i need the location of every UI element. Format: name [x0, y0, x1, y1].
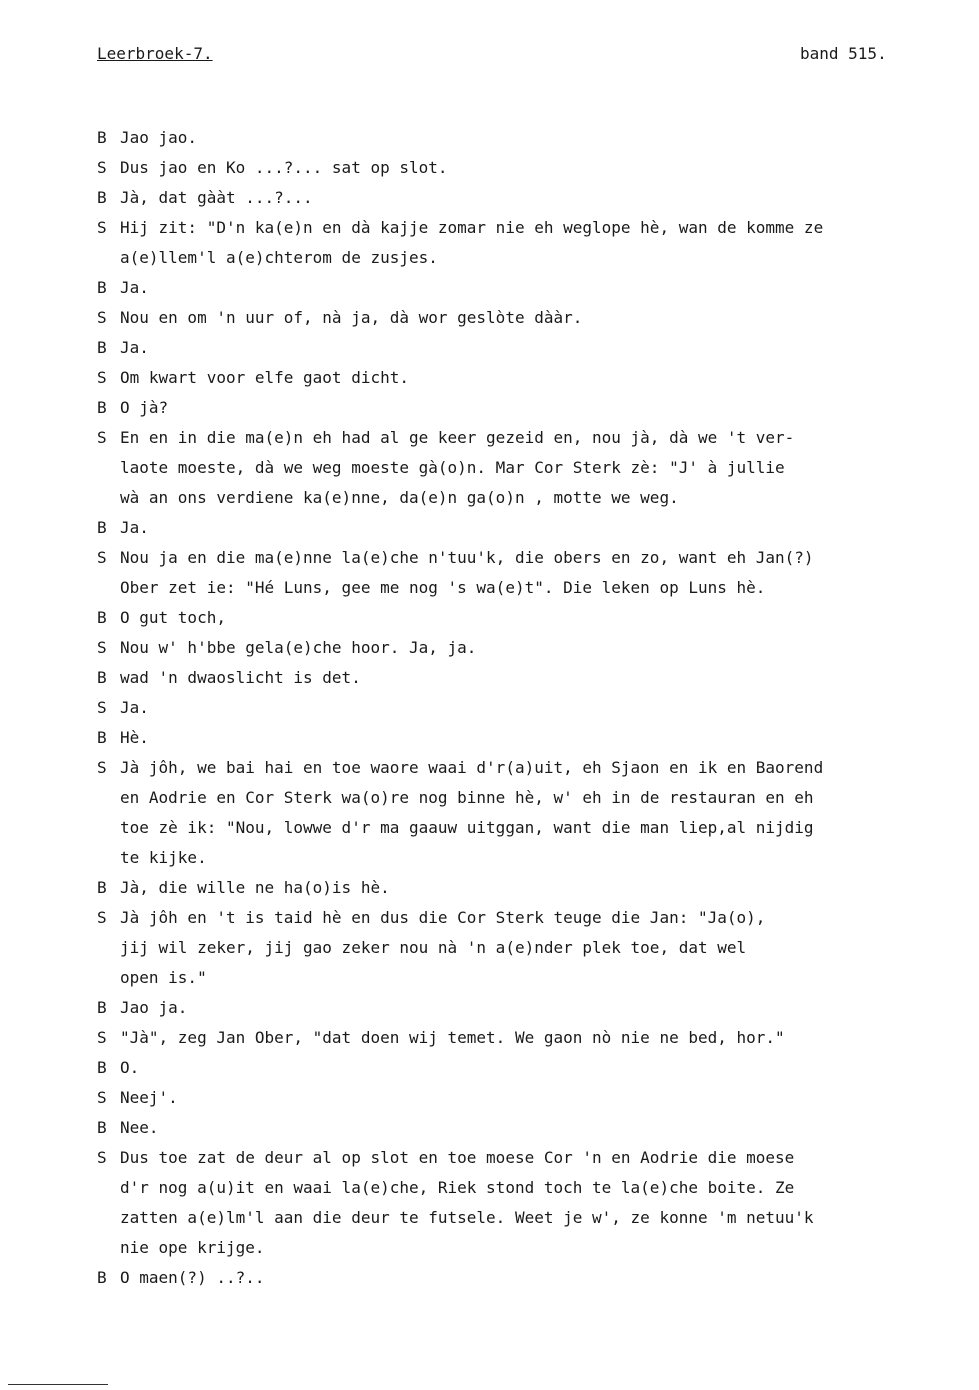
transcript-line [97, 903, 897, 993]
transcript-line [97, 1083, 897, 1113]
speaker-label: B [97, 278, 107, 297]
speaker-label: S [97, 548, 107, 567]
footer-rule [8, 1384, 108, 1385]
utterance-text: Dus toe zat de deur al op slot en toe moese Cor 'n en Aodrie die moese d'r nog a(u)it en waai la(e)che, Riek stond toch te la(e)che boite. Ze zatten a(e)lm'l aan die deur te futsele. Weet je w', ze konne 'm netuu'k nie ope krijge. [120, 1148, 814, 1257]
transcript-line [97, 393, 897, 423]
speaker-label: B [97, 128, 107, 147]
speaker-label: S [97, 308, 107, 327]
utterance-text: "Jà", zeg Jan Ober, "dat doen wij temet. We gaon nò nie ne bed, hor." [120, 1028, 785, 1047]
utterance-text: Ja. [120, 278, 149, 297]
utterance-text: Dus jao en Ko ...?... sat op slot. [120, 158, 448, 177]
transcript-line [97, 423, 897, 513]
speaker-label: B [97, 398, 107, 417]
transcript-line [97, 663, 897, 693]
transcript-line [97, 993, 897, 1023]
utterance-text: En en in die ma(e)n eh had al ge keer gezeid en, nou jà, dà we 't ver- laote moeste, dà we weg moeste gà(o)n. Mar Cor Sterk zè: "J' à jullie wà an ons verdiene ka(e)nne, da(e)n ga(o)n , motte we weg. [120, 428, 795, 507]
utterance-text: O. [120, 1058, 140, 1077]
transcript-line [97, 363, 897, 393]
speaker-label: S [97, 158, 107, 177]
speaker-label: B [97, 1268, 107, 1287]
speaker-label: S [97, 368, 107, 387]
transcript-line [97, 873, 897, 903]
transcript-line [97, 123, 897, 153]
utterance-text: Nou ja en die ma(e)nne la(e)che n'tuu'k, die obers en zo, want eh Jan(?) Ober zet ie: "Hé Luns, gee me nog 's wa(e)t". Die leken op Luns hè. [120, 548, 814, 597]
utterance-text: Nou en om 'n uur of, nà ja, dà wor geslòte dààr. [120, 308, 583, 327]
speaker-label: S [97, 758, 107, 777]
utterance-text: Nee. [120, 1118, 159, 1137]
transcript-line [97, 273, 897, 303]
utterance-text: Neej'. [120, 1088, 178, 1107]
transcript-line [97, 543, 897, 603]
utterance-text: Jà, dat gààt ...?... [120, 188, 313, 207]
utterance-text: Hij zit: "D'n ka(e)n en dà kajje zomar nie eh weglope hè, wan de komme ze a(e)llem'l a(e)chterom de zusjes. [120, 218, 824, 267]
utterance-text: Ja. [120, 698, 149, 717]
utterance-text: Jà jôh en 't is taid hè en dus die Cor Sterk teuge die Jan: "Ja(o), jij wil zeker, jij gao zeker nou nà 'n a(e)nder plek toe, dat wel open is." [120, 908, 766, 987]
speaker-label: B [97, 1058, 107, 1077]
speaker-label: S [97, 218, 107, 237]
utterance-text: Om kwart voor elfe gaot dicht. [120, 368, 409, 387]
transcript-line [97, 183, 897, 213]
utterance-text: Ja. [120, 338, 149, 357]
utterance-text: wad 'n dwaoslicht is det. [120, 668, 361, 687]
speaker-label: B [97, 608, 107, 627]
transcript-line [97, 1263, 897, 1293]
transcript-line [97, 753, 897, 873]
transcript-line [97, 633, 897, 663]
transcript-line [97, 333, 897, 363]
utterance-text: Jao jao. [120, 128, 198, 147]
transcript-line [97, 1053, 897, 1083]
speaker-label: S [97, 908, 107, 927]
speaker-label: B [97, 338, 107, 357]
speaker-label: S [97, 1028, 107, 1047]
document-title: Leerbroek-7. [97, 44, 213, 63]
tape-number: band 515. [800, 44, 887, 63]
speaker-label: S [97, 428, 107, 447]
transcript-line [97, 603, 897, 633]
utterance-text: Hè. [120, 728, 149, 747]
utterance-text: O jà? [120, 398, 169, 417]
transcript-line [97, 693, 897, 723]
utterance-text: O maen(?) ..?.. [120, 1268, 265, 1287]
speaker-label: B [97, 728, 107, 747]
utterance-text: Ja. [120, 518, 149, 537]
speaker-label: S [97, 1088, 107, 1107]
transcript-line [97, 1143, 897, 1263]
utterance-text: Jà, die wille ne ha(o)is hè. [120, 878, 390, 897]
speaker-label: S [97, 698, 107, 717]
speaker-label: B [97, 668, 107, 687]
transcript-line [97, 723, 897, 753]
utterance-text: Jao ja. [120, 998, 188, 1017]
transcript-line [97, 213, 897, 273]
transcript-line [97, 1023, 897, 1053]
transcript-line [97, 1113, 897, 1143]
transcript [97, 123, 897, 1293]
speaker-label: B [97, 998, 107, 1017]
utterance-text: Nou w' h'bbe gela(e)che hoor. Ja, ja. [120, 638, 477, 657]
transcript-line [97, 513, 897, 543]
utterance-text: O gut toch, [120, 608, 226, 627]
speaker-label: B [97, 188, 107, 207]
speaker-label: S [97, 1148, 107, 1167]
speaker-label: B [97, 878, 107, 897]
speaker-label: S [97, 638, 107, 657]
utterance-text: Jà jôh, we bai hai en toe waore waai d'r(a)uit, eh Sjaon en ik en Baorend en Aodrie en Cor Sterk wa(o)re nog binne hè, w' eh in de restauran en eh toe zè ik: "Nou, lowwe d'r ma gaauw uitggan, want die man liep,al nijdig te kijke. [120, 758, 824, 867]
speaker-label: B [97, 518, 107, 537]
transcript-line [97, 153, 897, 183]
transcript-line [97, 303, 897, 333]
speaker-label: B [97, 1118, 107, 1137]
